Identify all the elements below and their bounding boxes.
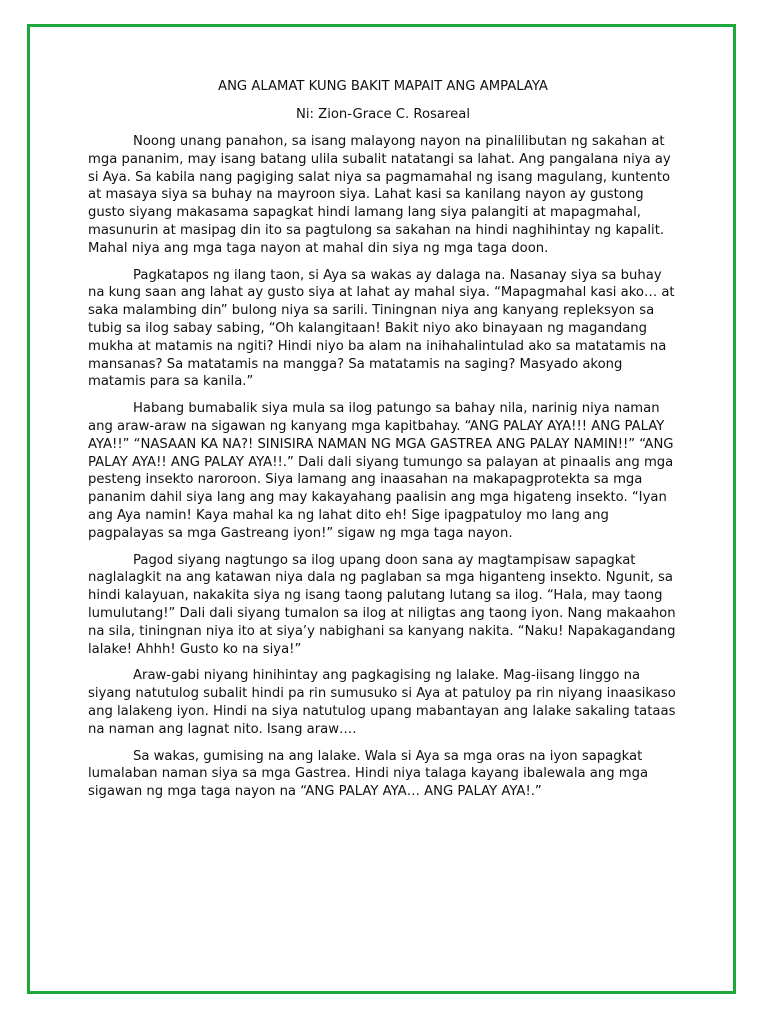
paragraph-2: Pagkatapos ng ilang taon, si Aya sa wakas ay dalaga na. Nasanay siya sa buhay na kung saan ang lahat ay gusto siya at lahat ay mahal siya. “Mapagmahal kasi ako… at saka malambing din” bulong niya sa sarili. Tiningnan niya ang kanyang repleksyon sa tubig sa ilog sabay sabing, “Oh kalangitaan! Bakit niyo ako binayaan ng magandang mukha at matamis na ngiti? Hindi niyo ba alam na inihahalintulad ako sa matatamis na mansanas? Sa matatamis na mangga? Sa matatamis na saging? Masyado akong matamis para sa kanila.” [88,267,675,390]
paragraph-4: Pagod siyang nagtungo sa ilog upang doon sana ay magtampisaw sapagkat naglalagkit na ang katawan niya dala ng paglaban sa mga higanteng insekto. Ngunit, sa hindi kalayuan, nakakita siya ng isang taong palutang lutang sa ilog. “Hala, may taong lumulutang!” Dali dali siyang tumalon sa ilog at niligtas ang taong iyon. Nang makaahon na sila, tiningnan niya ito at siya’y nabighani sa kanyang nakita. “Naku! Napakagandang lalake! Ahhh! Gusto ko na siya!” [88,552,676,657]
paragraph-5: Araw-gabi niyang hinihintay ang pagkagising ng lalake. Mag-iisang linggo na siyang natutulog subalit hindi pa rin sumusuko si Aya at patuloy pa rin niyang inaasikaso ang lalakeng iyon. Hindi na siya natutulog upang mabantayan ang lalake sakaling tataas na naman ang lagnat nito. Isang araw…. [88,668,676,737]
paragraph-6: Sa wakas, gumising na ang lalake. Wala si Aya sa mga oras na iyon sapagkat lumalaban naman siya sa mga Gastrea. Hindi niya talaga kayang ibalewala ang mga sigawan ng mga taga nayon na “ANG PALAY AYA… ANG PALAY AYA!.” [88,748,649,800]
document-body [88,77,678,810]
document-author: Ni: Zion-Grace C. Rosareal [296,107,470,122]
paragraph-1: Noong unang panahon, sa isang malayong nayon na pinalilibutan ng sakahan at mga pananim, may isang batang ulila subalit natatangi sa lahat. Ang pangalana niya ay si Aya. Sa kabila nang pagiging salat niya sa pagmamahal ng isang magulang, kuntento at masaya siya sa buhay na mayroon siya. Lahat kasi sa kanilang nayon ay gustong gusto siyang makasama sapagkat hindi lamang lang siya palangiti at mapagmahal, masunurin at masipag din ito sa pagtulong sa sakahan na hindi naghihintay ng kapalit. Mahal niya ang mga taga nayon at mahal din siya ng mga taga doon. [88,134,671,256]
document-title: ANG ALAMAT KUNG BAKIT MAPAIT ANG AMPALAYA [218,79,548,94]
paragraph-3: Habang bumabalik siya mula sa ilog patungo sa bahay nila, narinig niya naman ang araw-araw na sigawan ng kanyang mga kapitbahay. “ANG PALAY AYA!!! ANG PALAY AYA!!” “NASAAN KA NA?! SINISIRA NAMAN NG MGA GASTREA ANG PALAY NAMIN!!” “ANG PALAY AYA!! ANG PALAY AYA!!.” Dali dali siyang tumungo sa palayan at pinaalis ang mga pesteng insekto naroroon. Siya lamang ang inaasahan na makapagprotekta sa mga pananim dahil siya lang ang may kakayahang paalisin ang mga higateng insekto. “Iyan ang Aya namin! Kaya mahal ka ng lahat dito eh! Sige ipagpatuloy mo lang ang pagpalayas sa mga Gastreang iyon!” sigaw ng mga taga nayon. [88,401,674,541]
